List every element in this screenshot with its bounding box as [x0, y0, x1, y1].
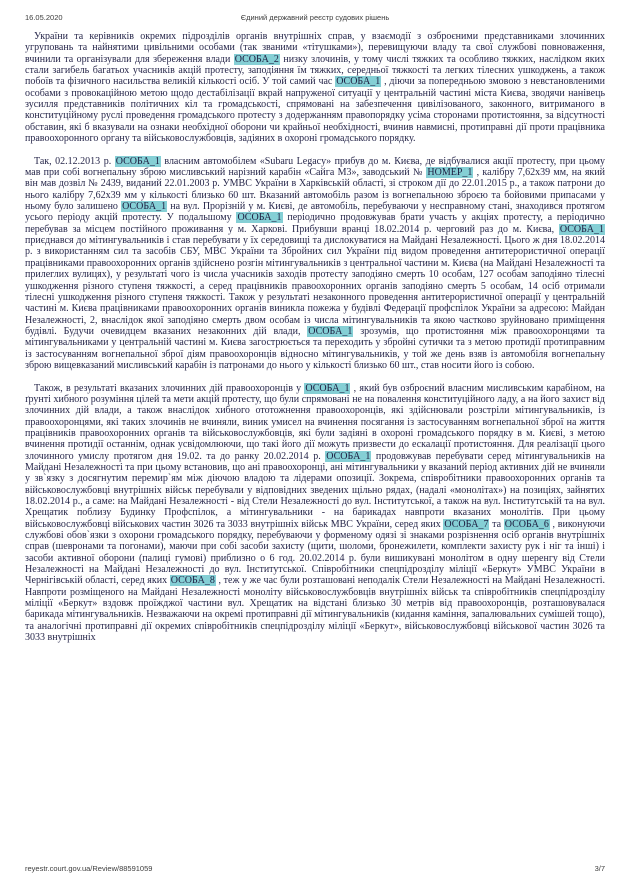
text-run: Так, 02.12.2013 р.	[34, 155, 115, 167]
anonymized-token-link[interactable]: ОСОБА_8	[170, 575, 215, 587]
anonymized-token-link[interactable]: НОМЕР_1	[427, 167, 473, 179]
text-run: періодично продовжував брати участь у акціях протесту, а періодично перебував за місцем постійного проживання у м. Харкові. Прибувши вранці 18.02.2014 р. черговий раз до м. Києва,	[25, 212, 605, 235]
anonymized-token-link[interactable]: ОСОБА_1	[326, 450, 371, 462]
text-run: та	[489, 518, 504, 530]
page-footer	[25, 864, 605, 874]
document-body	[25, 31, 605, 655]
text-run: Також, в результаті вказаних злочинних дій правоохоронців у	[34, 382, 305, 394]
text-run: на вул. Прорізній у м. Києві, де автомобіль, перебуваючи у несправному стані, знаходився протягом усього періоду акцій протесту. У подальшому	[25, 201, 605, 224]
anonymized-token-link[interactable]: ОСОБА_1	[308, 325, 353, 337]
paragraph	[25, 156, 605, 372]
text-run: низку злочинів, у тому числі тяжких та особливо тяжких, наслідком яких стали загибель багатьох учасників акцій протесту, заподіяння їм тяжких, середньої тяжкості та легких тілесних ушкоджень, а також побоїв та фізичного насильства великій кількості осіб. У той самий час	[25, 53, 605, 88]
text-run: , калібру 7,62х39 мм, на який він мав дозвіл № 2439, виданий 22.01.2003 р. УМВС України в Харківській області, зі строком дії до 22.01.2015 р., а також патрони до нього калібру 7,62х39 мм у кількості близько 60 шт. Вказаний автомобіль разом із вогнепальною зброєю та бойовими припасами у ньому було залишено	[25, 167, 605, 213]
anonymized-token-link[interactable]: ОСОБА_6	[504, 518, 549, 530]
text-run: , діючи за попередньою змовою з невстановленими особами з провокаційною метою щодо дестабілізації вкрай напруженої ситуації у центральній частині міста Києва, зводячи нанівець зусилля представників політичних кіл та громадськості, спрямовані на забезпечення цивілізованого, законного, витриманого в конституційному руслі проведення громадського протесту з додержанням правопорядку усіма сторонами протистояння, за відсутності обставин, які б вказували на ознаки необхідної оборони чи крайньої необхідності, вчинив навмисні, протиправні дії проти працівника правоохоронного органу та військовослужбовців, задіяних в охороні громадського порядку.	[25, 76, 605, 145]
anonymized-token-link[interactable]: ОСОБА_1	[559, 223, 604, 235]
page-header	[25, 13, 605, 23]
footer-url: reyestr.court.gov.ua/Review/88591059	[25, 864, 153, 873]
anonymized-token-link[interactable]: ОСОБА_1	[305, 382, 350, 394]
text-run: України та керівників окремих підрозділів органів внутрішніх справ, у взаємодії з озброєними представниками злочинних угруповань та найнятими цивільними особами (так званими «тітушками»), перевищуючи владу та свої службові повноваження, вчинили та організували для збереження влади	[25, 31, 605, 65]
text-run: продовжував перебувати серед мітингувальників на Майдані Незалежності та при цьому встановив, що ані правоохоронці, ані мітингувальники у вказаний період активних дій не вчиняли у зв`язку з досягнутим перемир`ям між діючою владою та лідерами опозиції. Зокрема, співробітники правоохоронних органів та військовослужбовці внутрішніх військ перебували у відповідних зведених щільно рядах, (надалі «монолітах») на позиціях, зайнятих 18.02.2014 р., а саме: на Майдані Незалежності - від Стели Незалежності до вул. Інститутської, а також на вул. Інститутській та на вул. Хрещатик поблизу Будинку Профспілок, а мітингувальники - на барикадах навпроти вказаних монолітів. При цьому військовослужбовці військових частин 3026 та 3033 внутрішніх військ МВС України, серед яких	[25, 450, 605, 530]
text-run: , теж у же час були розташовані неподалік Стели Незалежності на Майдані Незалежності. Навпроти розміщеного на Майдані Незалежності моноліту військовослужбовців внутрішніх військ та співробітників спецпідрозділу міліції «Беркут» вздовж проїжджої частини вул. Хрещатик на відстані близько 30 метрів від правоохоронців, розташовувалася барикада мітингувальників. Незважаючи на окремі протиправні дії мітингувальників (кидання каміння, запалювальних сумішей тощо), та аналогічні протиправні дії окремих співробітників спецпідрозділу міліції «Беркут», військовослужбовці військової частин 3026 та 3033 внутрішніх	[25, 575, 605, 644]
header-title: Єдиний державний реєстр судових рішень	[240, 13, 390, 22]
footer-page-indicator: 3/7	[594, 864, 605, 873]
anonymized-token-link[interactable]: ОСОБА_7	[444, 518, 489, 530]
text-run: , виконуючи службові обов`язки з охорони громадського порядку, перебуваючи у форменому одязі зі знаками розрізнення осіб органів внутрішніх справ (шевронами та погонами), маючи при собі засоби захисту (щити, шоломи, бронежилети, комплекти захисту рук і ніг та інші) і засоби активної оборони (палиці гумові) приблизно о 6 год. 20.02.2014 р. були вишикувані монолітом в одну шеренгу від Стели Незалежності на Майдані Незалежності до вул. Інститутської. Співробітники спецпідрозділу міліції «Беркут» УМВС України в Чернігівській області, серед яких	[25, 518, 605, 587]
text-run: власним автомобілем «Subaru Legacy» прибув до м. Києва, де відбувалися акції протесту, при цьому мав при собі вогнепальну зброю мисливський нарізний карабін «Сайга М3», заводський №	[25, 155, 605, 179]
text-run: , який був озброєний власним мисливським карабіном, на ґрунті хибного розуміння цілей та мети акцій протесту, що були спрямовані не на повалення конституційного ладу, а на його захист від злочинних дій влади, а також внаслідок хибного ототожнення правоохоронців, які здійснювали розстріли мітингувальників, із правоохоронцями, які таких злочинів не вчиняли, виник умисел на вчинення посягання із застосуванням вогнепальної зброї на життя працівників правоохоронних органів та військовослужбовців, які були задіяні в охороні громадського порядку в м. Києві, з метою вчинення протидії останнім, однак усвідомлюючи, що такі його дії можуть призвести до ескалації протистояння. Для реалізації цього злочинного умислу протягом дня 19.02. та до ранку 20.02.2014 р.	[25, 382, 605, 462]
paragraph	[25, 31, 605, 144]
paragraph	[25, 383, 605, 644]
anonymized-token-link[interactable]: ОСОБА_1	[336, 76, 381, 88]
header-date: 16.05.2020	[25, 13, 63, 22]
anonymized-token-link[interactable]: ОСОБА_1	[115, 155, 160, 167]
text-run: приєднався до мітингувальників і став перебувати у їх середовищі та дислокуватися на Майдані Незалежності. Цього ж дня 18.02.2014 р. з використанням сил та засобів СБУ, МВС України та Збройних сил України під видом проведення антитерористичної операції працівниками правоохоронних органів здійснено розгін мітингувальників з центральної частини м. Києва (на Майдані Незалежності та прилеглих вулицях), у результаті чого із числа учасників заходів протесту заподіяно смерть 10 особам, 127 особам заподіяно тілесні ушкодження різного ступеня тяжкості, а серед працівників правоохоронних органів заподіяно смерть 5 особам, 14 осіб отримали тілесні ушкодження різного ступеня тяжкості. Також у результаті незаконного проведення антитерористичної операції у центральній частині м. Києва працівниками правоохоронних органів виникла пожежа у будівлі Федерації профспілок України за адресою: Майдан Незалежності, 2, внаслідок якої заподіяно смерть двом особам із числа мітингувальників та якою частково зруйновано приміщення будівлі. Будучи очевидцем вказаних незаконних дій влади,	[25, 235, 605, 337]
anonymized-token-link[interactable]: ОСОБА_2	[234, 53, 279, 65]
anonymized-token-link[interactable]: ОСОБА_1	[122, 201, 167, 213]
anonymized-token-link[interactable]: ОСОБА_1	[237, 212, 282, 224]
text-run: зрозумів, що протистояння між правоохоронцями та мітингувальниками у центральній частині м. Києва загострюється та переходить у збройні сутички та з метою протидії протиправним із застосуванням вогнепальної зброї діям правоохоронців відносно мітингувальників, у той же день взяв із автомобіля вогнепальну зброю вищевказаний мисливський карабін із патронами до нього у кількості близько 60 шт., став носити його із собою.	[25, 325, 605, 371]
